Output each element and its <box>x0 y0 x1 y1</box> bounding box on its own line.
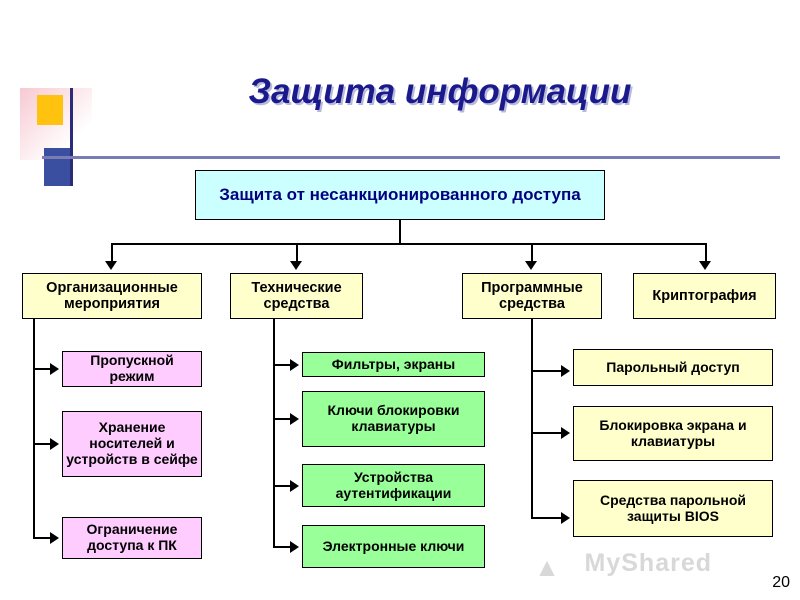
node-password-access: Парольный доступ <box>573 349 773 386</box>
connector-technical-1 <box>273 364 291 366</box>
connector-software-2 <box>531 432 562 434</box>
node-organizational-measures: Организационные мероприятия <box>22 273 202 319</box>
arrow-software-1 <box>561 365 570 377</box>
node-technical-means: Технические средства <box>230 273 363 319</box>
arrow-technical-3 <box>290 480 299 492</box>
connector-organizational-2 <box>33 443 51 445</box>
connector-organizational-3 <box>33 537 51 539</box>
connector-software-3 <box>531 517 562 519</box>
node-media-storage: Хранение носителей и устройств в сейфе <box>62 411 202 477</box>
arrow-level2-4 <box>699 261 711 270</box>
arrow-level2-3 <box>525 261 537 270</box>
arrow-organizational-2 <box>50 438 59 450</box>
watermark-logo-icon: ▲ <box>534 552 560 582</box>
arrow-organizational-3 <box>50 532 59 544</box>
decorative-horizontal-rule <box>42 156 780 159</box>
connector-technical-2 <box>273 418 291 420</box>
decorative-blue-square <box>44 148 70 186</box>
arrow-technical-4 <box>290 541 299 553</box>
connector-level2-drop-1 <box>111 243 113 262</box>
connector-level2-drop-3 <box>531 243 533 262</box>
arrow-technical-1 <box>290 359 299 371</box>
decorative-yellow-square <box>37 95 63 125</box>
page-number: 20 <box>772 574 790 591</box>
connector-level2-drop-4 <box>705 243 707 262</box>
page-title: Защита информации <box>248 72 632 111</box>
connector-level2-bus <box>111 243 706 245</box>
node-root: Защита от несанкционированного доступа <box>195 170 605 220</box>
connector-technical-3 <box>273 485 291 487</box>
arrow-organizational-1 <box>50 363 59 375</box>
arrow-level2-2 <box>290 261 302 270</box>
node-screen-keyboard-lock: Блокировка экрана и клавиатуры <box>573 406 773 461</box>
decorative-vertical-rule <box>70 88 73 186</box>
connector-technical-spine <box>273 319 275 547</box>
connector-level2-drop-2 <box>296 243 298 262</box>
connector-technical-4 <box>273 546 291 548</box>
connector-organizational-1 <box>33 368 51 370</box>
node-electronic-keys: Электронные ключи <box>302 525 485 568</box>
connector-organizational-spine <box>33 319 35 537</box>
connector-software-1 <box>531 370 562 372</box>
node-authentication-devices: Устройства аутентификации <box>302 464 485 507</box>
connector-root-stem <box>399 220 401 244</box>
node-filters-screens: Фильтры, экраны <box>302 352 485 377</box>
arrow-technical-2 <box>290 413 299 425</box>
node-bios-password-protection: Средства парольной защиты BIOS <box>573 480 773 537</box>
arrow-software-3 <box>561 512 570 524</box>
node-pass-regime: Пропускной режим <box>62 351 202 387</box>
watermark-text: MyShared <box>584 549 712 577</box>
arrow-level2-1 <box>105 261 117 270</box>
connector-software-spine <box>531 319 533 519</box>
node-keyboard-lock-keys: Ключи блокировки клавиатуры <box>302 391 485 447</box>
node-software-means: Программные средства <box>462 273 602 319</box>
node-pc-access-limit: Ограничение доступа к ПК <box>62 517 202 559</box>
node-cryptography: Криптография <box>633 273 776 319</box>
arrow-software-2 <box>561 427 570 439</box>
